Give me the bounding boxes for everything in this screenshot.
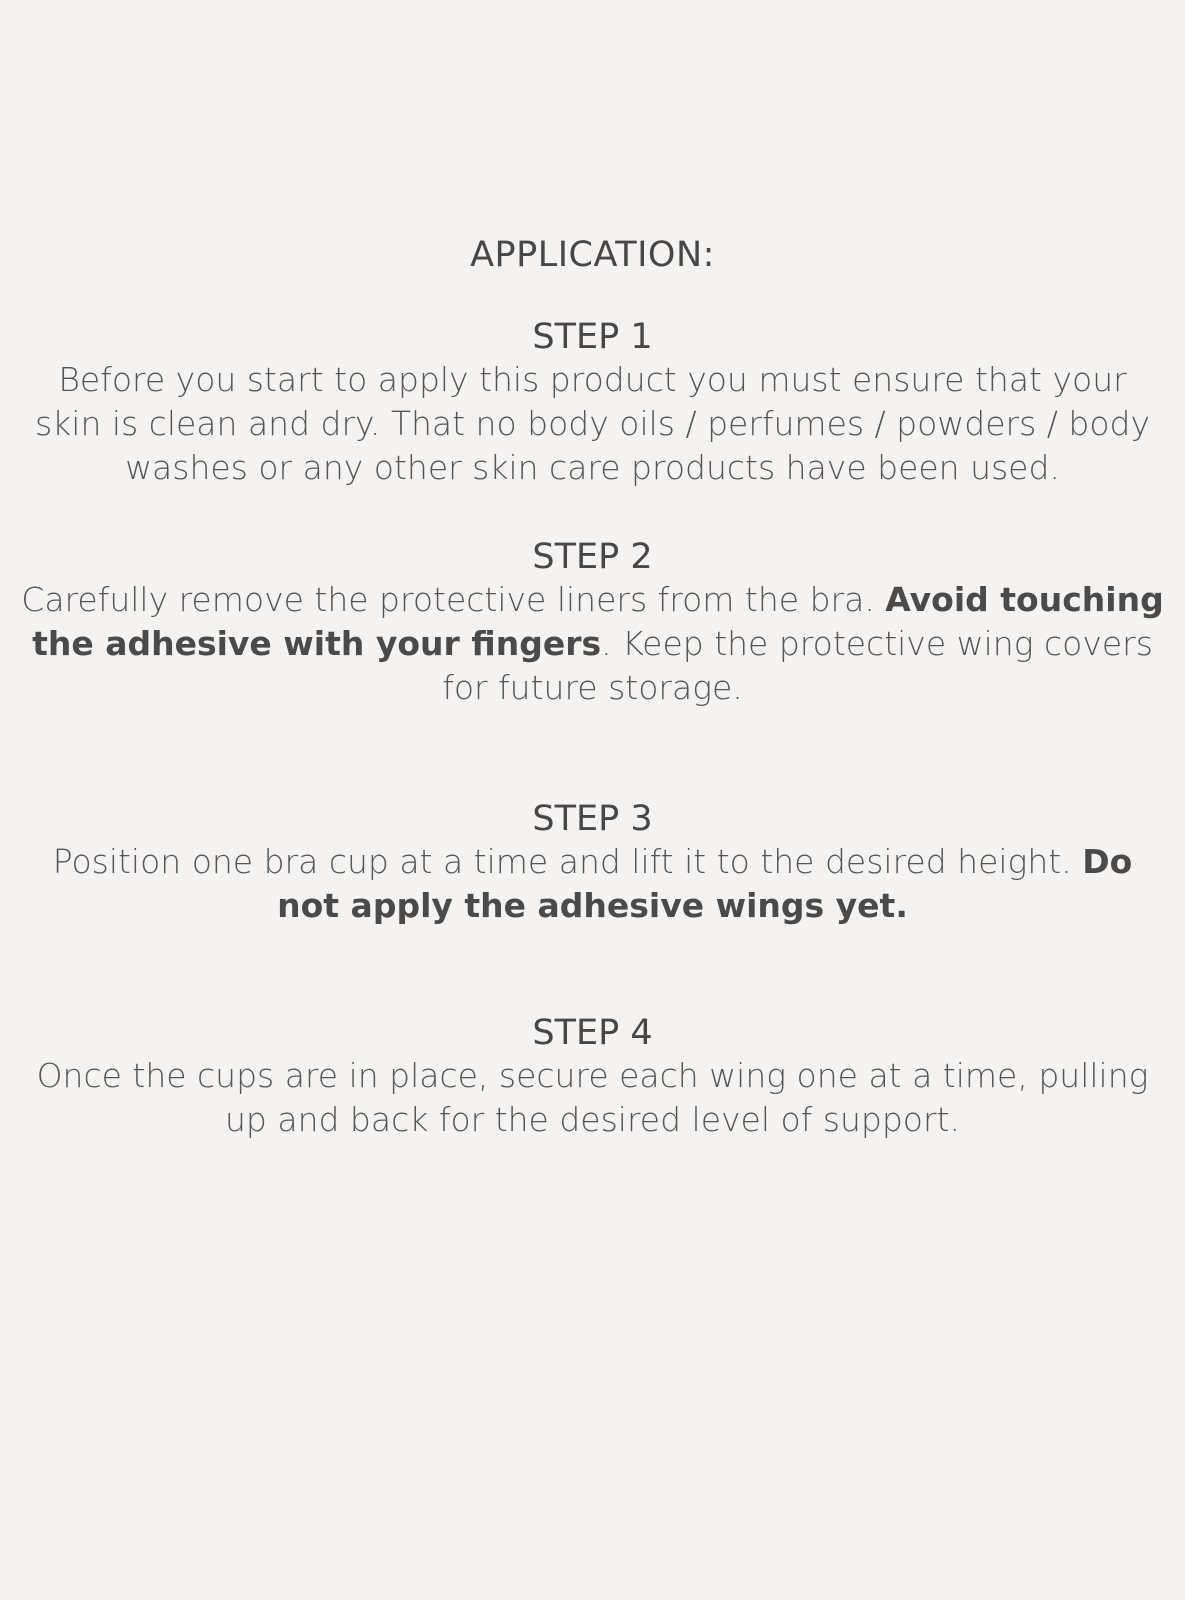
step-4 (0, 1012, 1185, 1142)
step-text (38, 840, 1148, 928)
step-heading: STEP 2 (532, 537, 653, 577)
step-2 (0, 536, 1185, 710)
step-heading: STEP 3 (532, 799, 653, 839)
step-text-part: Carefully remove the protective liners from the bra. (21, 580, 886, 619)
step-text (18, 578, 1168, 710)
step-1 (0, 316, 1185, 490)
step-3 (0, 798, 1185, 928)
page-title: APPLICATION: (470, 235, 715, 275)
step-heading: STEP 4 (532, 1013, 653, 1053)
step-text-emphasis: Do not apply the adhesive wings yet. (277, 842, 1133, 925)
step-text: Once the cups are in place, secure each wing one at a time, pulling up and back for the desired level of support. (36, 1056, 1149, 1139)
step-text-part: Position one bra cup at a time and lift it to the desired height. (52, 842, 1083, 881)
step-text: Before you start to apply this product you must ensure that your skin is clean and dry. That no body oils / perfumes / powders / body washes or any other skin care products have been used. (34, 360, 1151, 487)
step-heading: STEP 1 (532, 317, 653, 357)
step-text-emphasis: Avoid touching the adhesive with your fingers (32, 580, 1164, 663)
step-text-part: . Keep the protective wing covers for future storage. (442, 624, 1153, 707)
